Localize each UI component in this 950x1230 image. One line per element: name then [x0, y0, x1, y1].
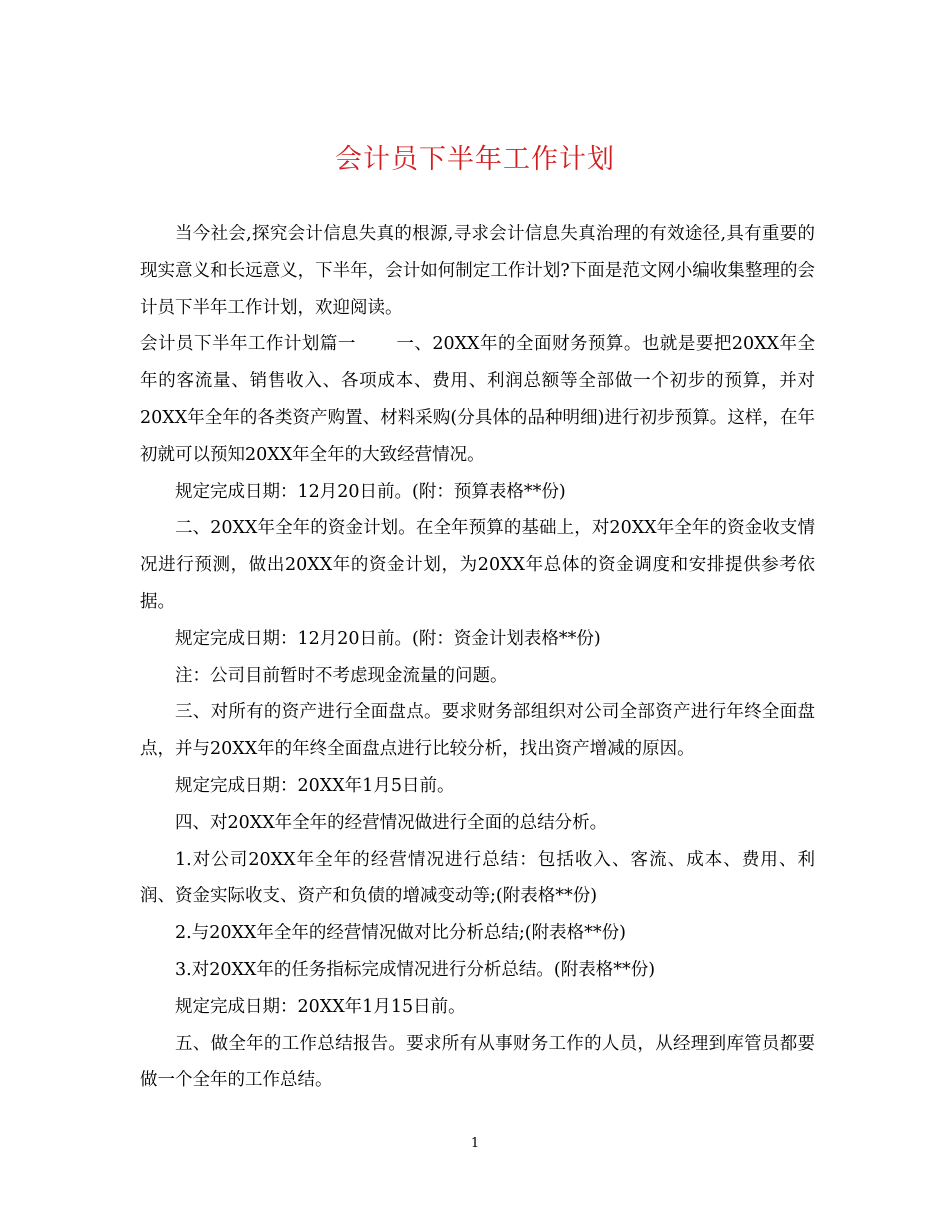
section-paragraph-2: 二、20XX年全年的资金计划。在全年预算的基础上，对20XX年全年的资金收支情况进行预测，做出20XX年的资金计划，为20XX年总体的资金调度和安排提供参考依据。: [140, 518, 815, 612]
intro-paragraph: 当今社会,探究会计信息失真的根源,寻求会计信息失真治理的有效途径,具有重要的现实意义和长远意义，下半年，会计如何制定工作计划?下面是范文网小编收集整理的会计员下半年工作计划，欢迎阅读。: [140, 224, 815, 318]
list-item-1: 1.对公司20XX年全年的经营情况进行总结：包括收入、客流、成本、费用、利润、资金实际收支、资产和负债的增减变动等;(附表格**份): [140, 849, 815, 907]
section-paragraph-4: 四、对20XX年全年的经营情况做进行全面的总结分析。: [175, 812, 608, 833]
section-paragraph-3: 三、对所有的资产进行全面盘点。要求财务部组织对公司全部资产进行年终全面盘点，并与20XX年的年终全面盘点进行比较分析，找出资产增减的原因。: [140, 702, 815, 760]
page-number: 1: [470, 1136, 480, 1151]
document-body: [140, 216, 815, 1099]
note-paragraph: 注：公司目前暂时不考虑现金流量的问题。: [175, 665, 508, 686]
section-paragraph-1: [140, 326, 815, 473]
deadline-paragraph-3: 规定完成日期：20XX年1月5日前。: [175, 775, 455, 796]
deadline-paragraph-1: 规定完成日期：12月20日前。(附：预算表格**份): [175, 481, 566, 502]
document-title: 会计员下半年工作计划: [335, 144, 615, 175]
deadline-paragraph-4: 规定完成日期：20XX年1月15日前。: [175, 996, 466, 1017]
list-item-2: 2.与20XX年全年的经营情况做对比分析总结;(附表格**份): [175, 923, 626, 944]
list-item-3: 3.对20XX年的任务指标完成情况进行分析总结。(附表格**份): [175, 959, 656, 980]
section-label: 会计员下半年工作计划篇一: [140, 334, 356, 355]
deadline-paragraph-2: 规定完成日期：12月20日前。(附：资金计划表格**份): [175, 628, 601, 649]
budget-text: 一、20XX年的全面财务预算。也就是要把20XX年全年的客流量、销售收入、各项成本、费用、利润总额等全部做一个初步的预算，并对20XX年全年的各类资产购置、材料采购(分具体的品种明细)进行初步预算。这样，在年初就可以预知20XX年全年的大致经营情况。: [140, 334, 815, 465]
section-paragraph-5: 五、做全年的工作总结报告。要求所有从事财务工作的人员，从经理到库管员都要做一个全年的工作总结。: [140, 1033, 815, 1091]
